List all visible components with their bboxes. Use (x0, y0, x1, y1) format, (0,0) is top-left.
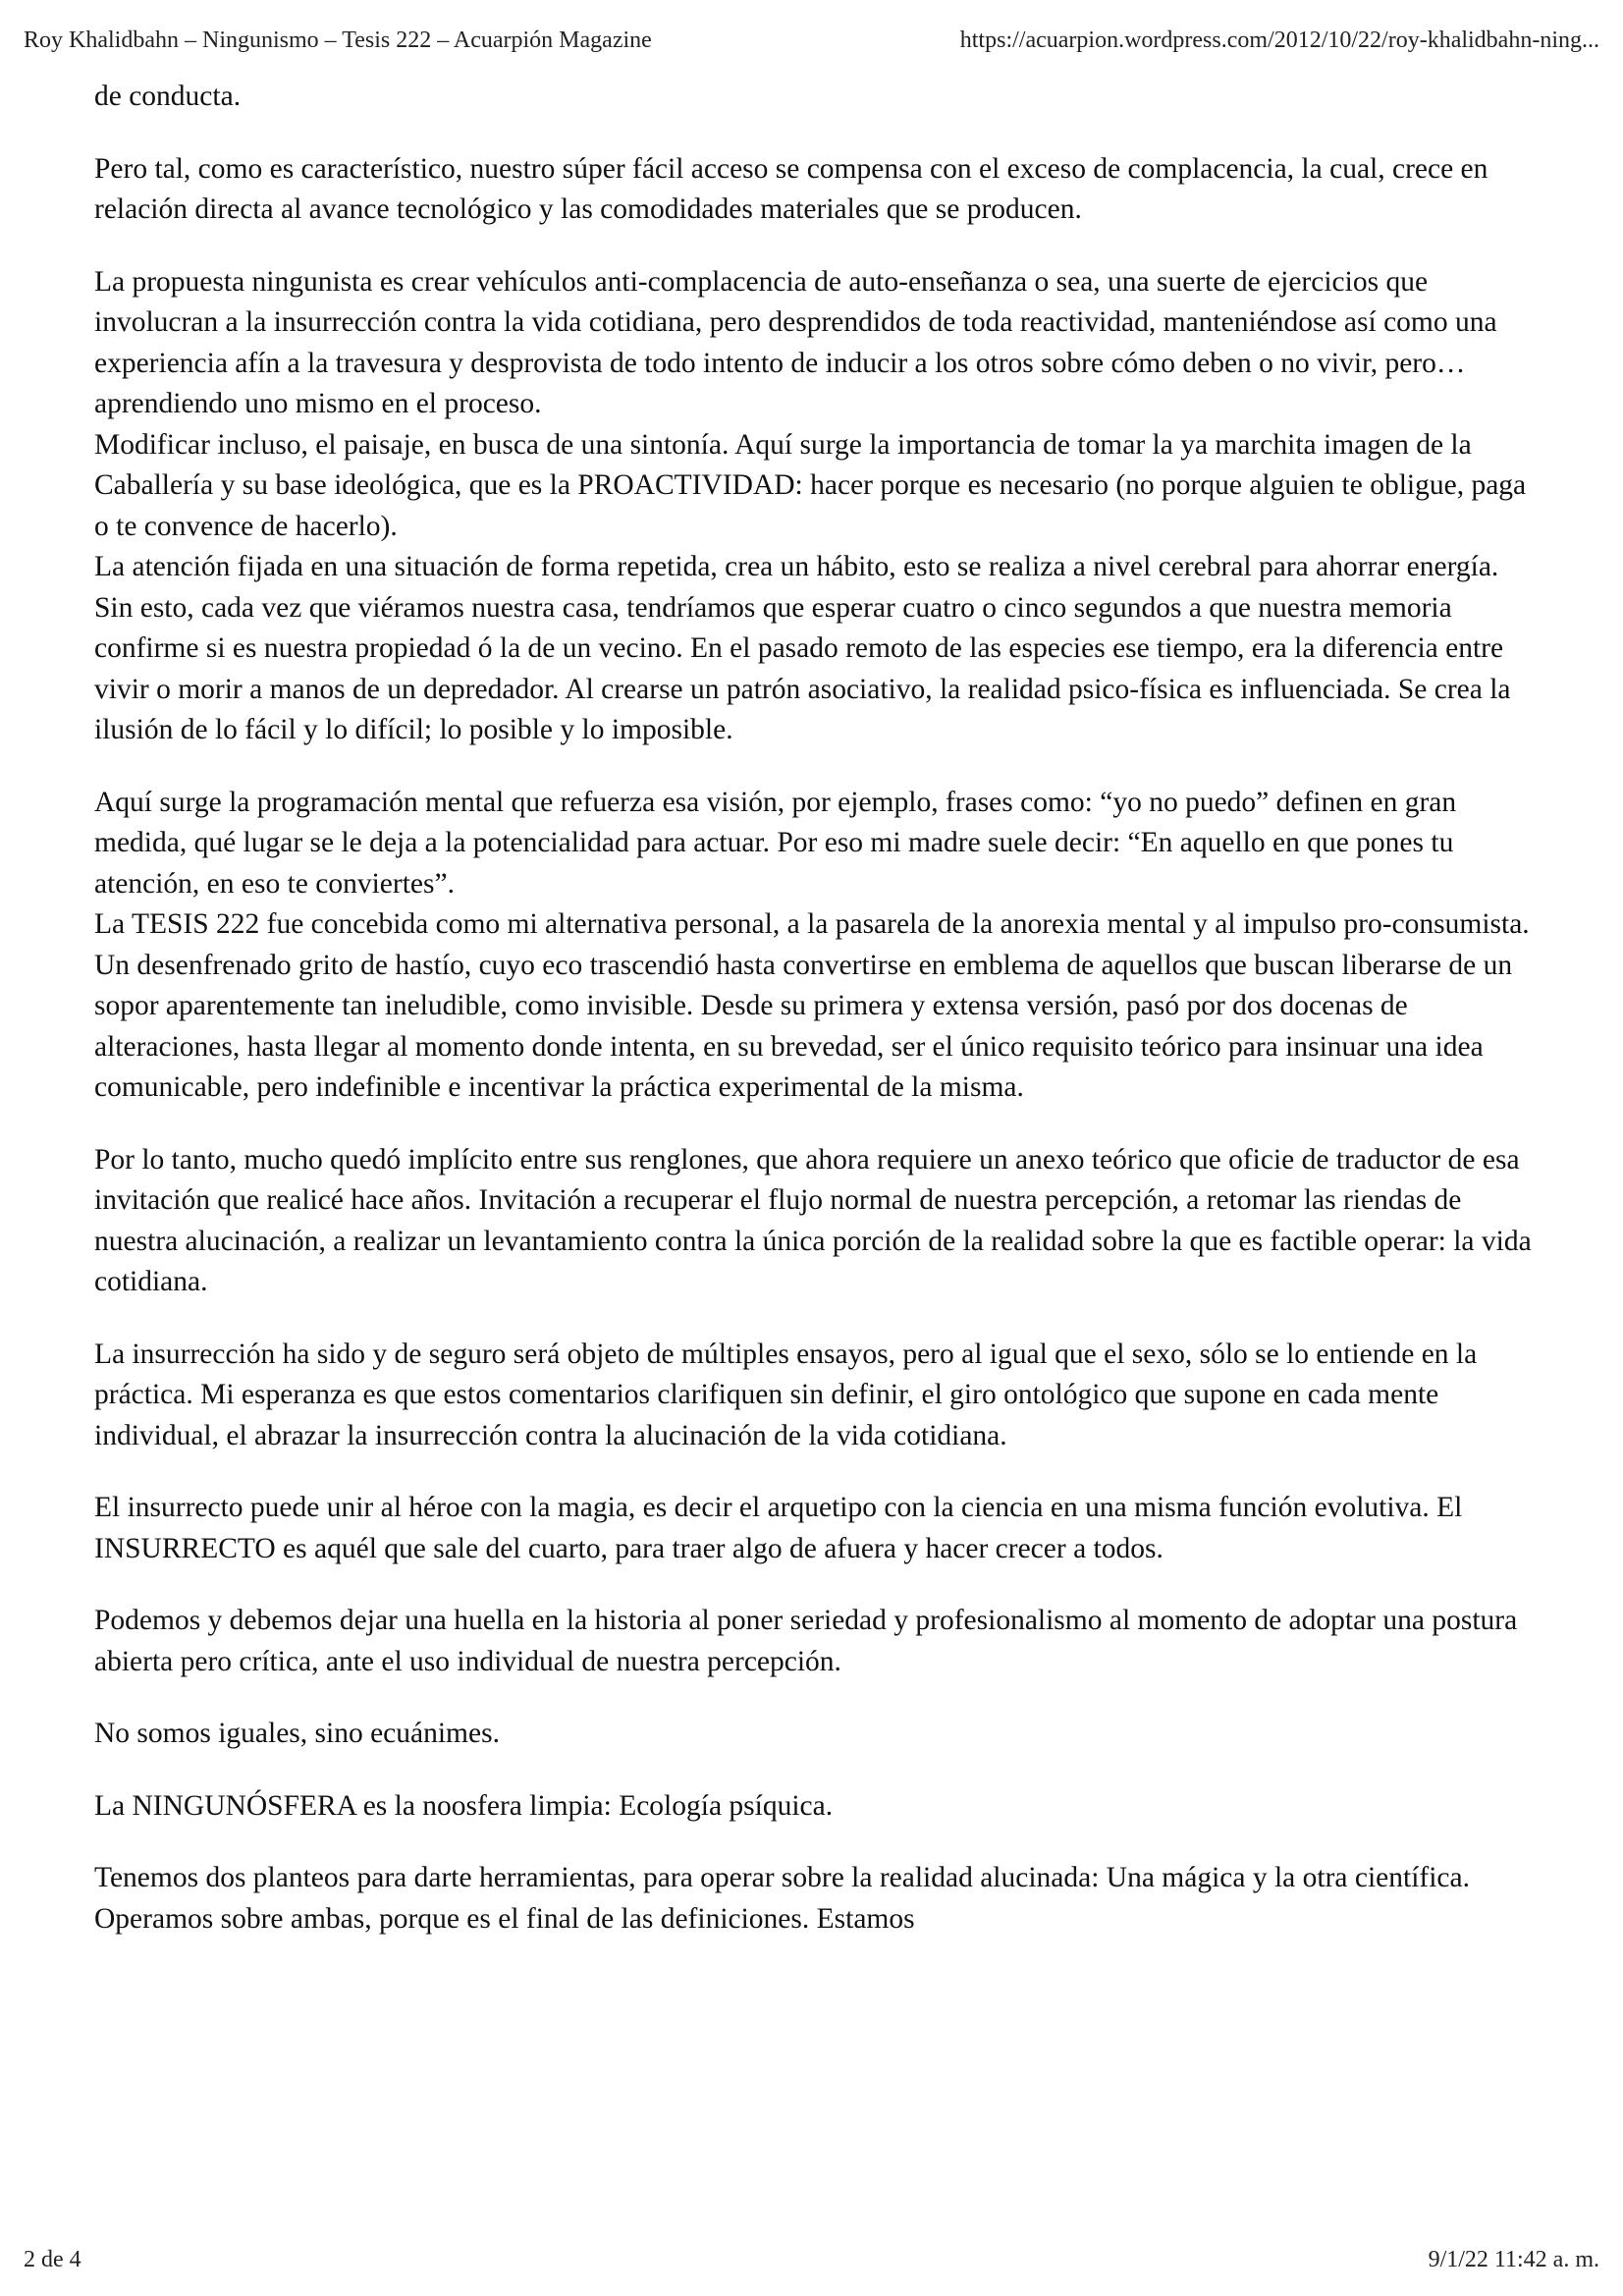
paragraph: La propuesta ningunista es crear vehículos anti-complacencia de auto-enseñanza o sea, una suerte de ejercicios que involucran a la insurrección contra la vida cotidiana, pero desprendidos de toda reactividad, manteniéndose así como una experiencia afín a la travesura y desprovista de todo intento de inducir a los otros sobre cómo deben o no vivir, pero… aprendiendo uno mismo en el proceso. (94, 265, 1497, 419)
print-datetime: 9/1/22 11:42 a. m. (1428, 2247, 1599, 2272)
print-header (24, 26, 1599, 55)
paragraph: No somos iguales, sino ecuánimes. (94, 1718, 500, 1749)
paragraph: La atención fijada en una situación de forma repetida, crea un hábito, esto se realiza a nivel cerebral para ahorrar energía. Sin esto, cada vez que viéramos nuestra casa, tendríamos que esperar cuatro o cinco segundos a que nuestra memoria confirme si es nuestra propiedad ó la de un vecino. En el pasado remoto de las especies ese tiempo, era la diferencia entre vivir o morir a manos de un depredador. Al crearse un patrón asociativo, la realidad psico-física es influenciada. Se crea la ilusión de lo fácil y lo difícil; lo posible y lo imposible. (94, 551, 1511, 745)
paragraph: Podemos y debemos dejar una huella en la historia al poner seriedad y profesionalismo al momento de adoptar una postura abierta pero crítica, ante el uso individual de nuestra percepción. (94, 1605, 1518, 1677)
paragraph: Tenemos dos planteos para darte herramientas, para operar sobre la realidad alucinada: Una mágica y la otra científica. Operamos sobre ambas, porque es el final de las definiciones. Estamos (94, 1862, 1470, 1935)
page-url[interactable]: https://acuarpion.wordpress.com/2012/10/22/roy-khalidbahn-ning... (959, 27, 1599, 53)
paragraph: Pero tal, como es característico, nuestro súper fácil acceso se compensa con el exceso de complacencia, la cual, crece en relación directa al avance tecnológico y las comodidades materiales que se producen. (94, 152, 1488, 225)
paragraph: Por lo tanto, mucho quedó implícito entre sus renglones, que ahora requiere un anexo teórico que oficie de traductor de esa invitación que realicé hace años. Invitación a recuperar el flujo normal de nuestra percepción, a retomar las riendas de nuestra alucinación, a realizar un levantamiento contra la única porción de la realidad sobre la que es factible operar: la vida cotidiana. (94, 1143, 1532, 1297)
page-number: 2 de 4 (24, 2247, 81, 2272)
paragraph: Aquí surge la programación mental que refuerza esa visión, por ejemplo, frases como: “yo no puedo” definen en gran medida, qué lugar se le deja a la potencialidad para actuar. Por eso mi madre suele decir: “En aquello en que pones tu atención, en eso te conviertes”. (94, 786, 1457, 900)
paragraph: Modificar incluso, el paisaje, en busca de una sintonía. Aquí surge la importancia de tomar la ya marchita imagen de la Caballería y su base ideológica, que es la PROACTIVIDAD: hacer porque es necesario (no porque alguien te obligue, paga o te convence de hacerlo). (94, 428, 1527, 542)
print-footer (24, 2245, 1599, 2274)
paragraph: de conducta. (94, 81, 242, 112)
page-title: Roy Khalidbahn – Ningunismo – Tesis 222 – Acuarpión Magazine (24, 27, 652, 53)
paragraph: La NINGUNÓSFERA es la noosfera limpia: Ecología psíquica. (94, 1789, 834, 1822)
article-body (94, 77, 1542, 1971)
paragraph: La TESIS 222 fue concebida como mi alternativa personal, a la pasarela de la anorexia mental y al impulso pro-consumista. Un desenfrenado grito de hastío, cuyo eco trascendió hasta convertirse en emblema de aquellos que buscan liberarse de un sopor aparentemente tan ineludible, como invisible. Desde su primera y extensa versión, pasó por dos docenas de alteraciones, hasta llegar al momento donde intenta, en su brevedad, ser el único requisito teórico para insinuar una idea comunicable, pero indefinible e incentivar la práctica experimental de la misma. (94, 908, 1530, 1103)
paragraph: La insurrección ha sido y de seguro será objeto de múltiples ensayos, pero al igual que el sexo, sólo se lo entiende en la práctica. Mi esperanza es que estos comentarios clarifiquen sin definir, el giro ontológico que supone en cada mente individual, el abrazar la insurrección contra la alucinación de la vida cotidiana. (94, 1338, 1478, 1451)
paragraph: El insurrecto puede unir al héroe con la magia, es decir el arquetipo con la ciencia en una misma función evolutiva. El INSURRECTO es aquél que sale del cuarto, para traer algo de afuera y hacer crecer a todos. (94, 1492, 1463, 1564)
